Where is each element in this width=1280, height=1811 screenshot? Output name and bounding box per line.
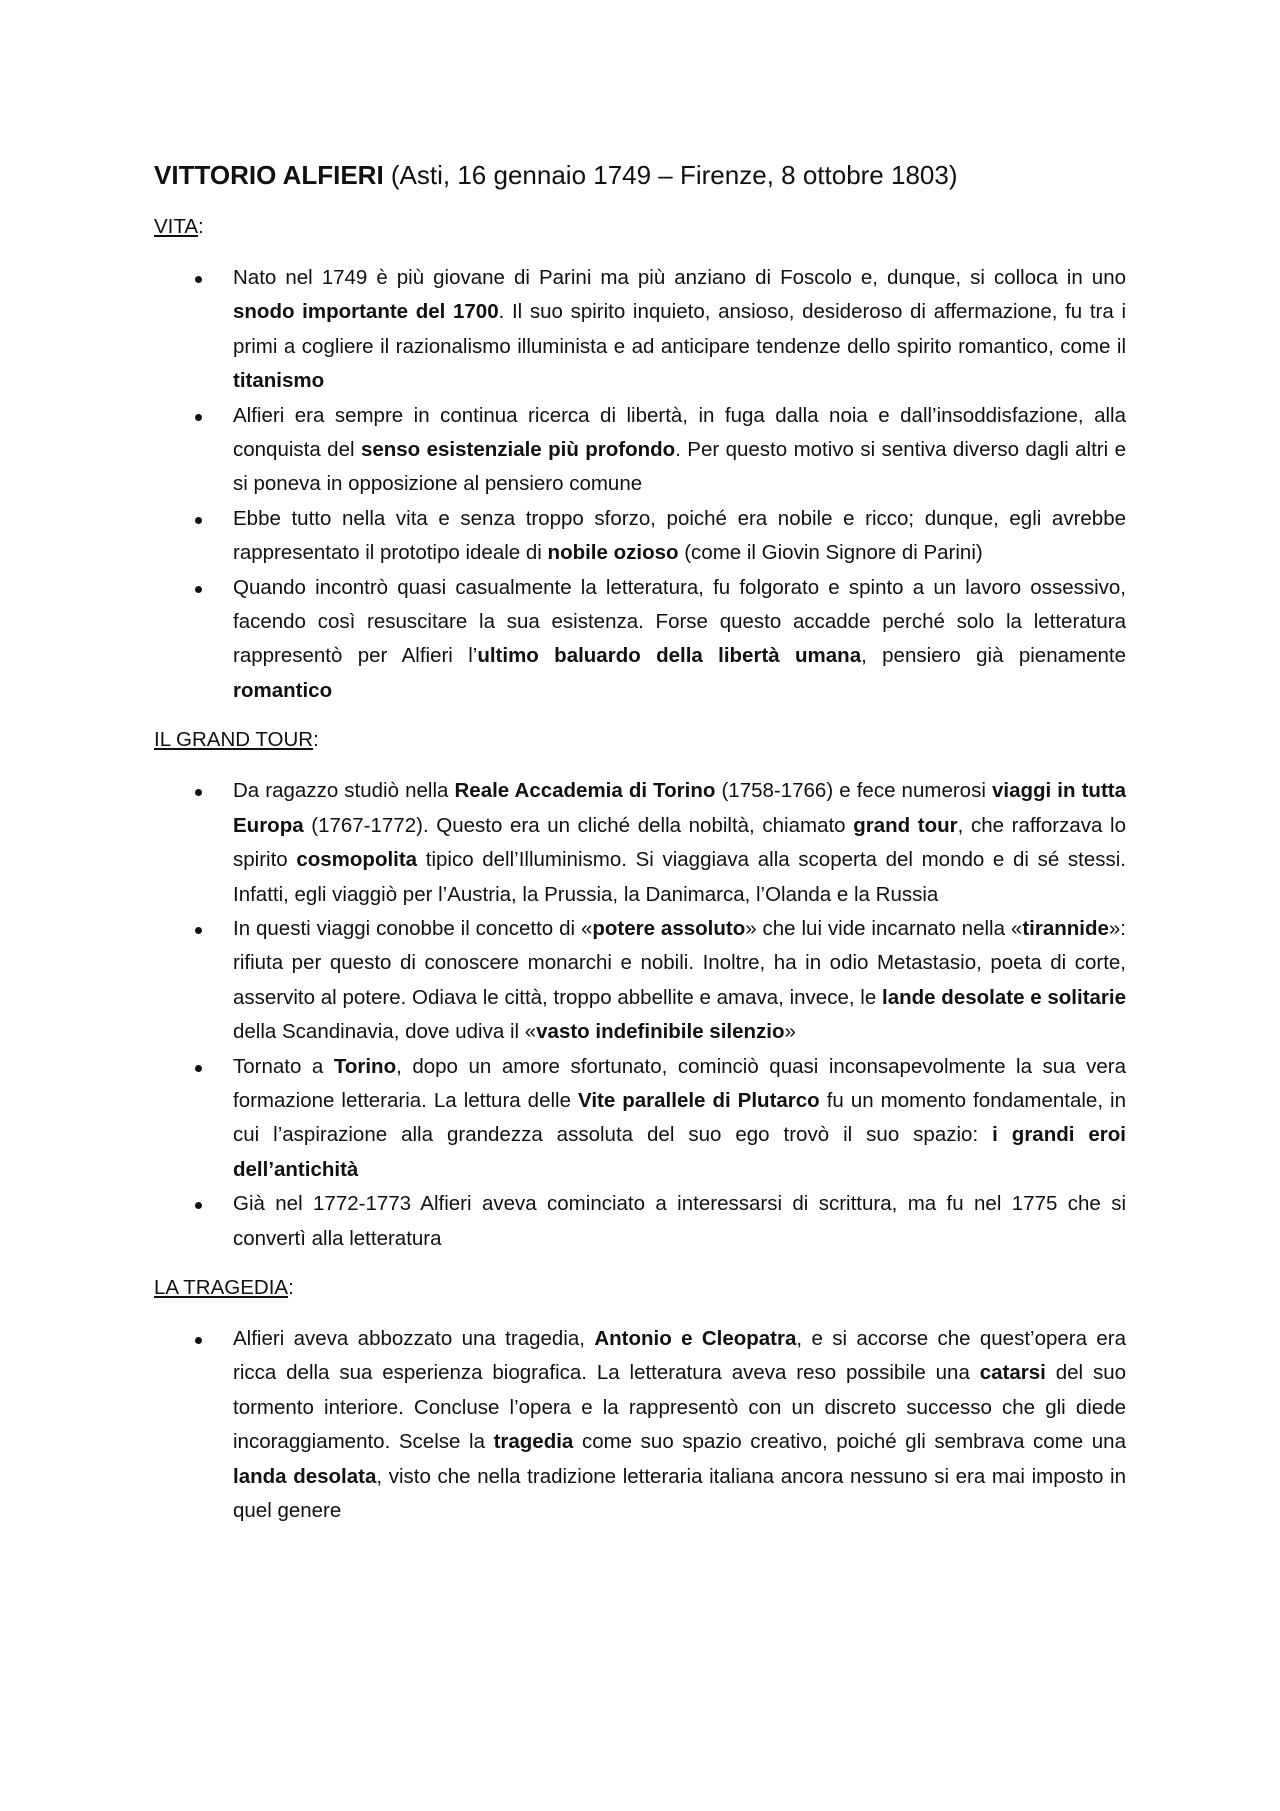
text-run: , e si accorse che quest’opera era ricca della sua esperienza biografica. La letteratura aveva reso possibile una [233, 1326, 1126, 1385]
bold-text: tirannide [1022, 916, 1109, 940]
text-run: del suo tormento interiore. Concluse l’opera e la rappresentò con un discreto successo che gli diede incoraggiamento. Scelse la [233, 1361, 1126, 1454]
section-heading [154, 1273, 1126, 1303]
text-run: Da ragazzo studiò nella [233, 779, 455, 803]
bold-text: romantico [233, 678, 333, 702]
text-run: »: rifiuta per questo di conoscere monarchi e nobili. Inoltre, ha in odio Metastasio, poeta di corte, asservito al potere. Odiava le città, troppo abbellite e amava, invece, le [233, 916, 1126, 1009]
section-heading-colon: : [198, 215, 204, 238]
bullet-icon [195, 927, 202, 934]
list-item [154, 1050, 1126, 1188]
document-title [154, 152, 1126, 198]
list-item [154, 774, 1126, 912]
text-run: . Il suo spirito inquieto, ansioso, desideroso di affermazione, fu tra i primi a cogliere il razionalismo illuminista e ad anticipare tendenze dello spirito romantico, come il [233, 300, 1126, 358]
list-item [154, 261, 1126, 399]
text-run: Tornato a [233, 1054, 334, 1078]
text-run: In questi viaggi conobbe il concetto di « [233, 916, 593, 940]
section-heading-colon: : [313, 728, 319, 752]
text-run: Quando incontrò quasi casualmente la letteratura, fu folgorato e spinto a un lavoro ossessivo, facendo così resuscitare la sua esistenza. Forse questo accadde perché solo la letteratura rappresentò per Alfieri l’ [233, 575, 1126, 668]
bullet-list [154, 1322, 1126, 1528]
bold-text: tragedia [493, 1430, 574, 1454]
text-run: . Per questo motivo si sentiva diverso dagli altri e si poneva in opposizione al pensiero comune [233, 438, 1126, 496]
bold-text: Torino [333, 1054, 397, 1078]
bold-text: catarsi [979, 1361, 1046, 1385]
section-heading [154, 212, 1126, 242]
bold-text: lande desolate e solitarie [882, 985, 1126, 1009]
bold-text: titanismo [233, 369, 325, 393]
list-item [154, 1322, 1126, 1528]
list-item [154, 502, 1126, 571]
bullet-icon [195, 1202, 202, 1209]
text-run: » che lui vide incarnato nella « [745, 916, 1023, 940]
text-run: (1767-1772). Questo era un cliché della nobiltà, chiamato [303, 813, 854, 837]
bold-text: nobile ozioso [547, 541, 679, 565]
sections-container [154, 212, 1126, 1528]
title-name: VITTORIO ALFIERI [154, 160, 384, 190]
bold-text: Antonio e Cleopatra [594, 1326, 797, 1350]
bold-text: vasto indefinibile silenzio [536, 1020, 785, 1044]
text-run: fu un momento fondamentale, in cui l’aspirazione alla grandezza assoluta del suo ego trovò il suo spazio: [233, 1088, 1126, 1147]
section-heading-label: LA TRAGEDIA [154, 1275, 289, 1299]
section-heading [154, 725, 1126, 755]
text-run: » [784, 1020, 796, 1044]
bullet-icon [195, 1337, 202, 1344]
text-run: , pensiero già pienamente [861, 644, 1126, 668]
list-item [154, 912, 1126, 1050]
bold-text: viaggi in tutta Europa [233, 779, 1126, 837]
document-page [154, 152, 1126, 1545]
text-run: Nato nel 1749 è più giovane di Parini ma più anziano di Foscolo e, dunque, si colloca in uno [233, 266, 1126, 289]
bullet-icon [195, 517, 202, 524]
bullet-icon [195, 276, 202, 283]
section-heading-colon: : [288, 1275, 294, 1299]
bold-text: Vite parallele di Plutarco [578, 1088, 820, 1112]
bold-text: grand tour [853, 813, 958, 837]
text-run: come suo spazio creativo, poiché gli sembrava come una [573, 1430, 1126, 1454]
text-run: Alfieri era sempre in continua ricerca di libertà, in fuga dalla noia e dall’insoddisfazione, alla conquista del [233, 403, 1126, 462]
bullet-icon [195, 586, 202, 593]
section-heading-label: IL GRAND TOUR [154, 728, 314, 752]
bullet-icon [195, 414, 202, 421]
text-run: della Scandinavia, dove udiva il « [233, 1020, 537, 1044]
bullet-list [154, 261, 1126, 708]
list-item [154, 399, 1126, 502]
bold-text: i grandi eroi dell’antichità [233, 1123, 1127, 1181]
list-item [154, 1187, 1126, 1256]
text-run: (come il Giovin Signore di Parini) [678, 541, 983, 565]
text-run: Già nel 1772-1773 Alfieri aveva cominciato a interessarsi di scrittura, ma fu nel 1775 che si convertì alla letteratura [233, 1192, 1126, 1250]
bold-text: Reale Accademia di Torino [454, 779, 716, 803]
bold-text: cosmopolita [296, 848, 418, 872]
section-heading-label: VITA [154, 215, 199, 238]
text-run: , visto che nella tradizione letteraria italiana ancora nessuno si era mai imposto in quel genere [233, 1464, 1127, 1522]
bullet-list [154, 774, 1126, 1256]
bullet-icon [195, 1065, 202, 1072]
bold-text: ultimo baluardo della libertà umana [477, 644, 862, 668]
text-run: , dopo un amore sfortunato, cominciò quasi inconsapevolmente la sua vera formazione letteraria. La lettura delle [233, 1054, 1126, 1112]
bold-text: snodo importante del 1700 [233, 300, 499, 324]
text-run: Alfieri aveva abbozzato una tragedia, [233, 1326, 595, 1350]
bold-text: senso esistenziale più profondo [360, 438, 676, 462]
bold-text: potere assoluto [592, 916, 746, 940]
text-run: , che rafforzava lo spirito [233, 813, 1126, 872]
text-run: Ebbe tutto nella vita e senza troppo sforzo, poiché era nobile e ricco; dunque, egli avrebbe rappresentato il prototipo ideale di [233, 506, 1126, 565]
bullet-icon [195, 789, 202, 796]
list-item [154, 571, 1126, 709]
text-run: tipico dell’Illuminismo. Si viaggiava alla scoperta del mondo e di sé stessi. Infatti, egli viaggiò per l’Austria, la Prussia, la Danimarca, l’Olanda e la Russia [233, 848, 1126, 906]
bold-text: landa desolata [233, 1464, 377, 1488]
text-run: (1758-1766) e fece numerosi [715, 779, 992, 803]
title-dates: (Asti, 16 gennaio 1749 – Firenze, 8 ottobre 1803) [383, 160, 958, 190]
